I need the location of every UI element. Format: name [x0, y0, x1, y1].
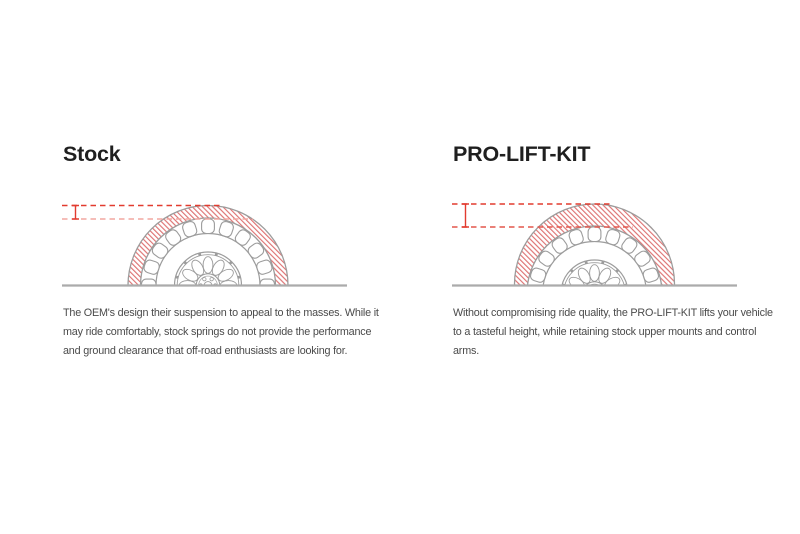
panel-description-pro-lift-kit: [453, 304, 773, 362]
stock-lift-measurement-indicator: [72, 206, 79, 220]
panel-title-stock: Stock: [63, 142, 121, 166]
description-line: The OEM's design their suspension to appeal to the masses. While it: [63, 307, 379, 319]
pro-lift-kit-wheel-rim: [561, 260, 628, 300]
description-line: to a tasteful height, while retaining stock upper mounts and control: [453, 326, 757, 339]
panel-description-stock: [63, 304, 379, 362]
description-line: Without compromising ride quality, the PRO-LIFT-KIT lifts your vehicle: [453, 307, 773, 319]
pro-lift-kit-lift-measurement-indicator: [462, 204, 469, 227]
panel-title-pro-lift-kit: PRO-LIFT-KIT: [453, 142, 591, 166]
description-line: arms.: [453, 345, 479, 358]
description-line: and ground clearance that off-road enthusiasts are looking for.: [63, 345, 348, 358]
description-line: may ride comfortably, stock springs do not provide the performance: [63, 326, 372, 339]
stock-wheel-rim: [175, 252, 242, 300]
